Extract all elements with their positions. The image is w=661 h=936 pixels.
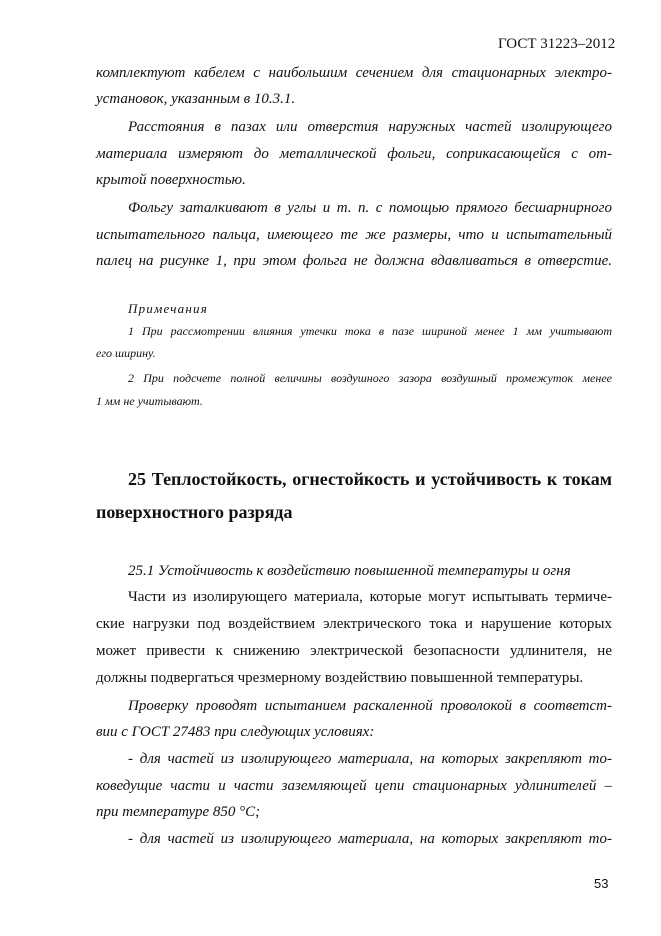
note1-line2: его ширину. [96, 346, 156, 360]
para3-line1: Фольгу заталкивают в углы и т. п. с помощью прямого бесшарнирного [128, 200, 612, 216]
item1-line3: при температуре 850 °С; [96, 804, 261, 820]
note2-line1: 2 При подсчете полной величины воздушного зазора воздушный промежуток менее [128, 371, 612, 385]
para4-line3: может привести к снижению электрической безопасности удлинителя, не [96, 643, 612, 659]
para4-line2: ские нагрузки под воздействием электрического тока и нарушение которых [96, 616, 612, 632]
para2-line3: крытой поверхностью. [96, 172, 246, 188]
section-heading-line1: 25 Теплостойкость, огнестойкость и устойчивость к токам [128, 469, 612, 489]
para1-line1: комплектуют кабелем с наибольшим сечением для стационарных электро- [96, 65, 612, 81]
para1-line2: установок, указанным в 10.3.1. [96, 91, 296, 107]
note1-line1: 1 При рассмотрении влияния утечки тока в пазе шириной менее 1 мм учитывают [128, 324, 612, 338]
note2-line2: 1 мм не учитывают. [96, 394, 203, 408]
para2-line2: материала измеряют до металлической фольги, соприкасающейся с от- [96, 146, 612, 162]
para5-line2: вии с ГОСТ 27483 при следующих условиях: [96, 724, 375, 740]
para3-line3: палец на рисунке 1, при этом фольга не должна вдавливаться в отверстие. [96, 253, 612, 269]
section-heading-line2: поверхностного разряда [96, 502, 293, 522]
para4-line1: Части из изолирующего материала, которые могут испытывать термиче- [128, 589, 612, 605]
item1-line1: - для частей из изолирующего материала, на которых закрепляют то- [128, 751, 612, 767]
document-code-header: ГОСТ 31223–2012 [498, 36, 616, 52]
item1-line2: коведущие части и части заземляющей цепи стационарных удлинителей – [96, 778, 612, 794]
page-number: 53 [594, 876, 609, 891]
para4-line4: должны подвергаться чрезмерному воздействию повышенной температуры. [96, 670, 584, 686]
subsection-title: 25.1 Устойчивость к воздействию повышенной температуры и огня [128, 563, 571, 579]
item2-line1: - для частей из изолирующего материала, на которых закрепляют то- [128, 831, 612, 847]
notes-title: Примечания [128, 301, 208, 316]
para5-line1: Проверку проводят испытанием раскаленной проволокой в соответст- [128, 698, 612, 714]
para3-line2: испытательного пальца, имеющего те же размеры, что и испытательный [96, 227, 612, 243]
para2-line1: Расстояния в пазах или отверстия наружных частей изолирующего [128, 119, 612, 135]
